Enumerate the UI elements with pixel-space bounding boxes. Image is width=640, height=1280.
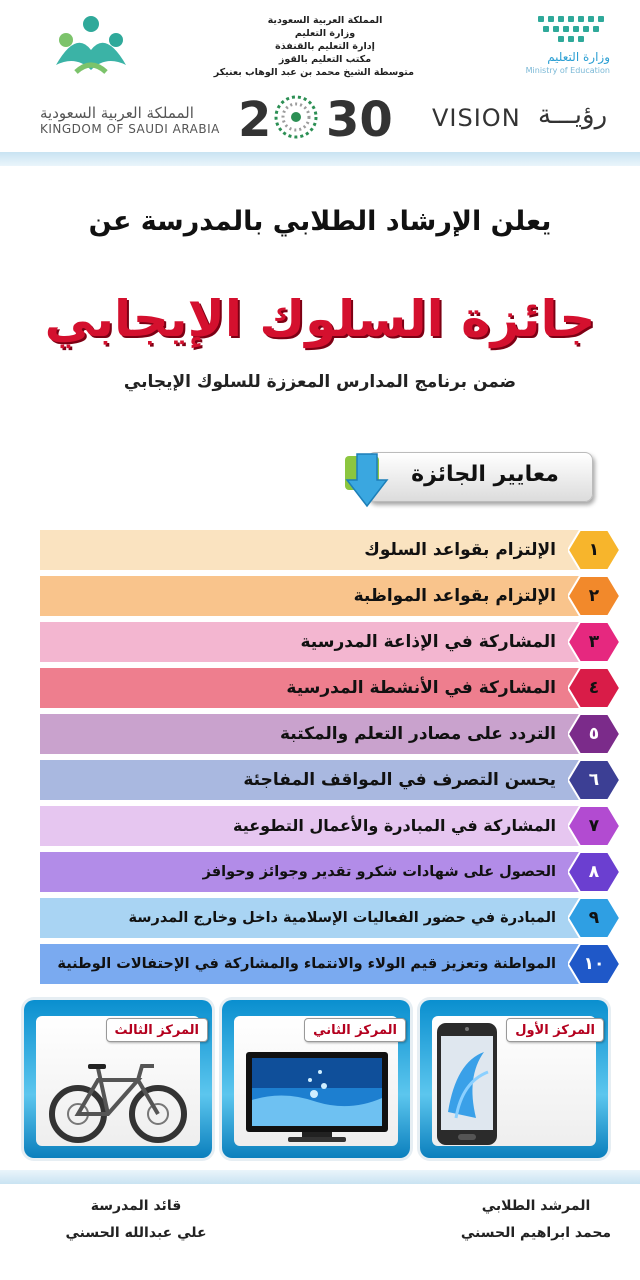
criteria-row [40, 944, 620, 984]
criteria-number: ٢ [588, 586, 600, 606]
criteria-row [40, 530, 620, 570]
criteria-number: ٣ [588, 632, 600, 652]
criteria-heading: معايير الجائزة [411, 462, 559, 487]
ministry-line: المملكة العربية السعودية [267, 15, 383, 26]
ministry-line: مكتب التعليم بالقوز [278, 54, 372, 65]
television-icon [244, 1050, 390, 1146]
criteria-number: ٧ [588, 816, 600, 836]
vision-word: VISION [432, 104, 521, 132]
bicycle-icon [46, 1058, 192, 1144]
counselor-signature [436, 1194, 636, 1248]
announcement-heading: يعلن الإرشاد الطلابي بالمدرسة عن [88, 206, 552, 237]
prize-second [222, 1000, 410, 1158]
criteria-row-text: المبادرة في حضور الفعاليات الإسلامية داخل وخارج المدرسة [128, 910, 556, 926]
svg-text:30: 30 [326, 92, 393, 142]
criteria-row [40, 714, 620, 754]
criteria-row-text: المواطنة وتعزيز قيم الولاء والانتماء والمشاركة في الإحتفالات الوطنية [57, 956, 556, 972]
criteria-number: ٨ [588, 862, 600, 882]
criteria-list [40, 530, 620, 990]
criteria-row [40, 852, 620, 892]
header [0, 0, 640, 150]
principal-signature [36, 1194, 236, 1248]
ministry-of-education-logo-icon [536, 14, 612, 44]
criteria-number: ١ [588, 540, 600, 560]
counselor-role: المرشد الطلابي [481, 1198, 591, 1214]
criteria-number: ٤ [588, 678, 600, 698]
kingdom-name-english: KINGDOM OF SAUDI ARABIA [40, 122, 220, 136]
prize-second-label: المركز الثاني [304, 1018, 406, 1042]
ministry-line: متوسطة الشيخ محمد بن عبد الوهاب بعنيكر [213, 67, 414, 78]
criteria-heading-ribbon [345, 452, 593, 504]
criteria-row [40, 898, 620, 938]
ministry-line: إدارة التعليم بالقنفذة [275, 41, 375, 52]
header-band [0, 152, 640, 166]
program-subtitle: ضمن برنامج المدارس المعززة للسلوك الإيجابي [123, 372, 517, 392]
vision-2030-logo-icon [238, 90, 424, 142]
criteria-row-text: يحسن التصرف في المواقف المفاجئة [243, 770, 556, 790]
criteria-number: ٦ [588, 770, 600, 790]
smartphone-icon [436, 1022, 498, 1146]
award-title: جائزة السلوك الإيجابي [44, 290, 596, 348]
ministry-lines [213, 14, 414, 79]
prize-first-label: المركز الأول [506, 1018, 604, 1042]
criteria-row [40, 668, 620, 708]
svg-text:2: 2 [238, 92, 272, 142]
criteria-row-text: الإلتزام بقواعد المواظبة [353, 586, 556, 606]
kingdom-name-arabic: المملكة العربية السعودية [40, 104, 194, 122]
footer-band [0, 1170, 640, 1184]
criteria-row [40, 760, 620, 800]
down-arrow-icon [345, 450, 389, 510]
criteria-row-text: المشاركة في المبادرة والأعمال التطوعية [233, 816, 556, 835]
ministry-line: وزارة التعليم [294, 28, 356, 39]
criteria-row [40, 622, 620, 662]
principal-role: قائد المدرسة [90, 1198, 182, 1214]
prize-first [420, 1000, 608, 1158]
ministry-of-education-arabic: وزارة التعليم [547, 50, 610, 64]
criteria-row [40, 576, 620, 616]
prize-third-label: المركز الثالث [106, 1018, 208, 1042]
criteria-row-text: الحصول على شهادات شكرو تقدير وجوائز وحوافز [202, 864, 556, 880]
criteria-row-text: الإلتزام بقواعد السلوك [364, 540, 556, 560]
criteria-number: ٥ [588, 724, 600, 744]
criteria-row-text: التردد على مصادر التعلم والمكتبة [279, 724, 556, 744]
counselor-name: محمد ابراهيم الحسني [460, 1225, 612, 1241]
principal-name: علي عبدالله الحسني [65, 1225, 207, 1241]
ministry-of-education-english: Ministry of Education [525, 66, 610, 75]
criteria-row [40, 806, 620, 846]
criteria-row-text: المشاركة في الأنشطة المدرسية [286, 678, 556, 698]
vision-word-arabic: رؤيـــة [538, 100, 608, 130]
school-logo-icon [36, 10, 146, 90]
prize-third [24, 1000, 212, 1158]
criteria-number: ٩ [588, 908, 600, 928]
criteria-number: ١٠ [583, 954, 605, 974]
criteria-row-text: المشاركة في الإذاعة المدرسية [300, 632, 556, 652]
